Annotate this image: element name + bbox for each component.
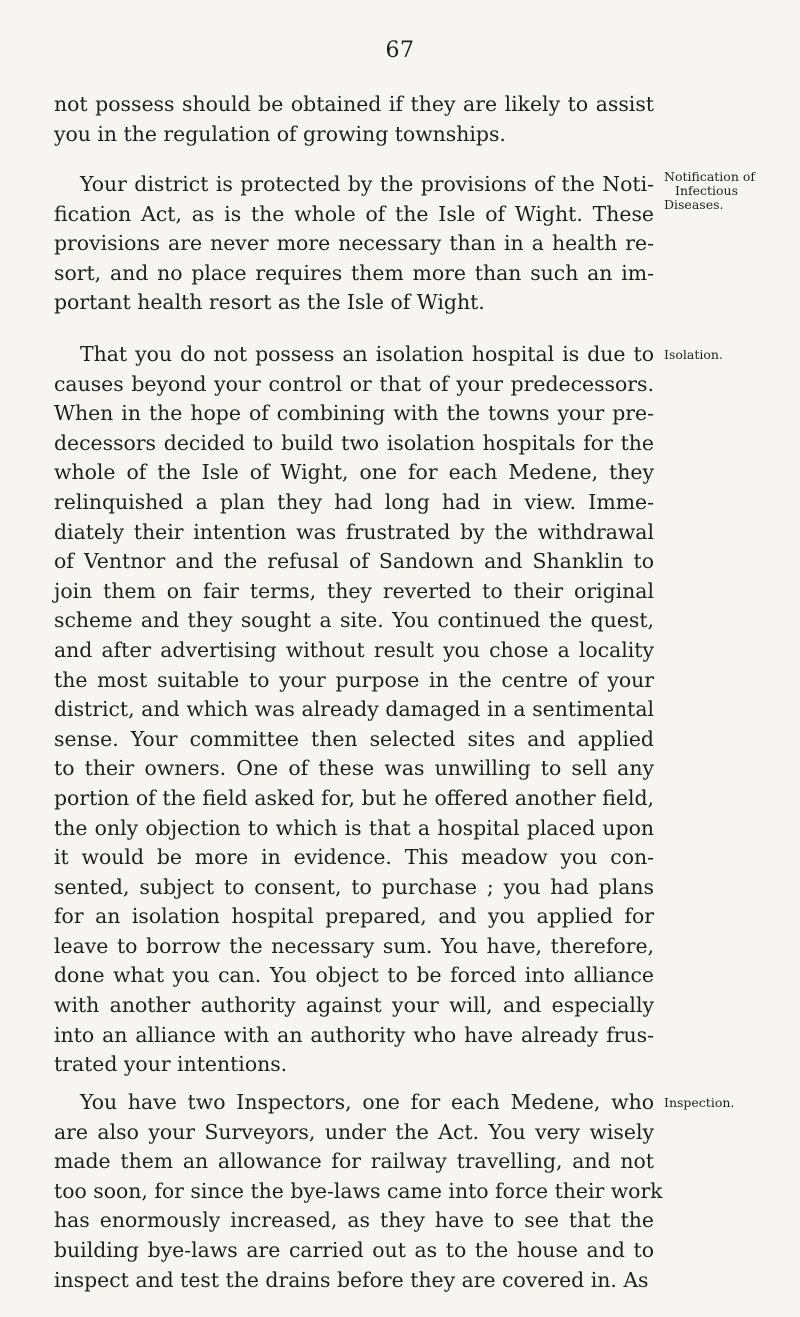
text-line: too soon, for since the bye-laws came into force their work bbox=[54, 1178, 663, 1203]
margin-note-line: Isolation. bbox=[664, 347, 723, 362]
text-line: causes beyond your control or that of your predecessors. bbox=[54, 371, 654, 396]
text-line: into an alliance with an authority who have already frus- bbox=[54, 1022, 654, 1047]
margin-note-line: Infectious bbox=[675, 183, 739, 198]
text-line: building bye-laws are carried out as to the house and to bbox=[54, 1237, 654, 1262]
text-line: whole of the Isle of Wight, one for each Medene, they bbox=[54, 460, 654, 485]
paragraph-notification bbox=[54, 170, 654, 318]
text-line: leave to borrow the necessary sum. You have, therefore, bbox=[54, 933, 654, 958]
margin-note-line: Notification of bbox=[664, 169, 755, 184]
text-line: decessors decided to build two isolation hospitals for the bbox=[54, 430, 654, 455]
margin-note-line: Diseases. bbox=[664, 197, 724, 212]
text-line: and after advertising without result you chose a locality bbox=[54, 637, 654, 662]
text-line: Your district is protected by the provisions of the Noti- bbox=[80, 172, 654, 196]
text-line: inspect and test the drains before they are covered in. As bbox=[54, 1267, 649, 1292]
text-line: of Ventnor and the refusal of Sandown and Shanklin to bbox=[54, 549, 654, 574]
text-line: it would be more in evidence. This meadow you con- bbox=[54, 845, 654, 870]
text-line: When in the hope of combining with the towns your pre- bbox=[54, 401, 654, 426]
text-line: portant health resort as the Isle of Wight. bbox=[54, 290, 485, 315]
paragraph-isolation bbox=[54, 340, 654, 1080]
text-line: has enormously increased, as they have to see that the bbox=[54, 1208, 654, 1233]
text-line: portion of the field asked for, but he offered another field, bbox=[54, 785, 654, 810]
text-line: scheme and they sought a site. You continued the quest, bbox=[54, 608, 654, 633]
text-line: relinquished a plan they had long had in view. Imme- bbox=[54, 489, 654, 514]
margin-note-line: Inspection. bbox=[664, 1095, 735, 1110]
text-line: the only objection to which is that a hospital placed upon bbox=[54, 815, 654, 840]
text-line: That you do not possess an isolation hospital is due to bbox=[80, 342, 654, 366]
text-line: are also your Surveyors, under the Act. You very wisely bbox=[54, 1119, 654, 1144]
margin-note-inspection bbox=[664, 1096, 800, 1110]
text-line: you in the regulation of growing townships. bbox=[54, 121, 506, 146]
text-line: trated your intentions. bbox=[54, 1052, 288, 1077]
text-line: district, and which was already damaged in a sentimental bbox=[54, 697, 654, 722]
text-line: join them on fair terms, they reverted to their original bbox=[54, 578, 654, 603]
text-line: done what you can. You object to be forced into alliance bbox=[54, 963, 654, 988]
text-line: the most suitable to your purpose in the centre of your bbox=[54, 667, 654, 692]
page-number: 67 bbox=[385, 38, 415, 63]
margin-note-isolation bbox=[664, 348, 800, 362]
text-line: sense. Your committee then selected sites and applied bbox=[54, 726, 654, 751]
text-line: made them an allowance for railway travelling, and not bbox=[54, 1149, 654, 1174]
paragraph-continuation bbox=[54, 90, 654, 149]
text-line: not possess should be obtained if they are likely to assist bbox=[54, 92, 654, 116]
text-line: sented, subject to consent, to purchase ; you had plans bbox=[54, 874, 654, 899]
text-line: sort, and no place requires them more than such an im- bbox=[54, 260, 654, 285]
text-line: fication Act, as is the whole of the Isle of Wight. These bbox=[54, 201, 654, 226]
text-line: You have two Inspectors, one for each Medene, who bbox=[80, 1090, 654, 1114]
paragraph-inspection bbox=[54, 1088, 663, 1295]
text-line: with another authority against your will, and especially bbox=[54, 993, 654, 1018]
text-line: for an isolation hospital prepared, and you applied for bbox=[54, 904, 654, 929]
text-line: provisions are never more necessary than in a health re- bbox=[54, 231, 654, 256]
margin-note-notification bbox=[664, 170, 800, 212]
text-line: to their owners. One of these was unwilling to sell any bbox=[54, 756, 654, 781]
text-line: diately their intention was frustrated by the withdrawal bbox=[54, 519, 654, 544]
